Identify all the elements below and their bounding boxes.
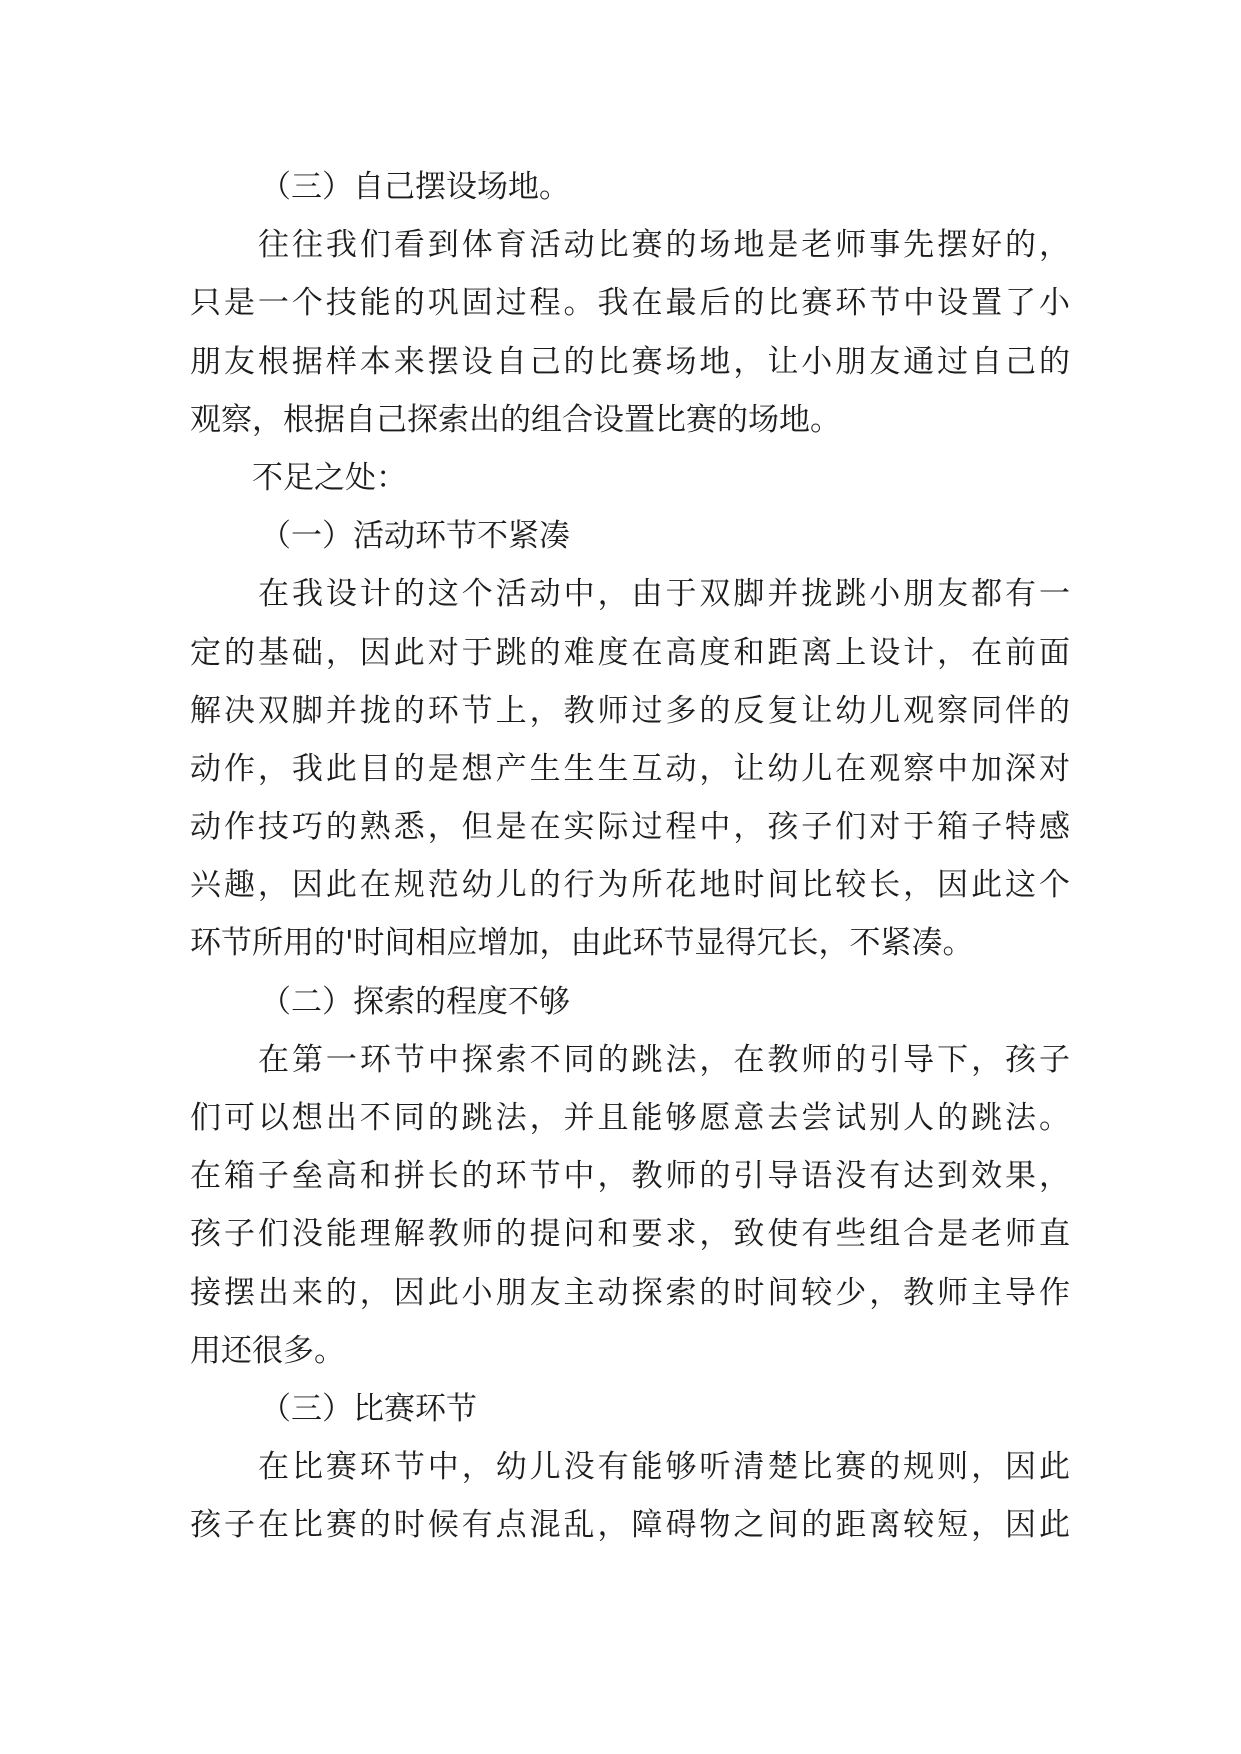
paragraph-line: 用还很多。 — [190, 1332, 345, 1369]
subsection-heading: （二）探索的程度不够 — [260, 983, 570, 1020]
paragraph-line: 孩子在比赛的时候有点混乱，障碍物之间的距离较短，因此 — [190, 1507, 1070, 1544]
paragraph-line: 往往我们看到体育活动比赛的场地是老师事先摆好的， — [258, 227, 1070, 264]
paragraph-line: 们可以想出不同的跳法，并且能够愿意去尝试别人的跳法。 — [190, 1100, 1070, 1136]
subsection-heading: （三）比赛环节 — [260, 1390, 477, 1427]
paragraph-line: 解决双脚并拢的环节上，教师过多的反复让幼儿观察同伴的 — [190, 692, 1070, 729]
paragraph-line: 动作技巧的熟悉，但是在实际过程中，孩子们对于箱子特感 — [190, 809, 1070, 846]
paragraph-line: 环节所用的'时间相应增加，由此环节显得冗长，不紧凑。 — [190, 925, 974, 962]
paragraph-line: 朋友根据样本来摆设自己的比赛场地，让小朋友通过自己的 — [190, 343, 1070, 380]
paragraph-line: 在比赛环节中，幼儿没有能够听清楚比赛的规则，因此 — [258, 1449, 1070, 1486]
section-heading: （三）自己摆设场地。 — [260, 169, 570, 205]
paragraph-line: 观察，根据自己探索出的组合设置比赛的场地。 — [190, 401, 841, 438]
paragraph-line: 只是一个技能的巩固过程。我在最后的比赛环节中设置了小 — [190, 285, 1070, 322]
paragraph-line: 孩子们没能理解教师的提问和要求，致使有些组合是老师直 — [190, 1216, 1070, 1253]
paragraph-line: 兴趣，因此在规范幼儿的行为所花地时间比较长，因此这个 — [190, 867, 1070, 904]
paragraph-line: 动作，我此目的是想产生生生互动，让幼儿在观察中加深对 — [190, 750, 1070, 787]
paragraph-line: 在我设计的这个活动中，由于双脚并拢跳小朋友都有一 — [258, 576, 1070, 613]
paragraph-line: 接摆出来的，因此小朋友主动探索的时间较少，教师主导作 — [190, 1274, 1070, 1311]
paragraph-line: 在箱子垒高和拼长的环节中，教师的引导语没有达到效果， — [190, 1158, 1070, 1195]
document-body — [190, 158, 1070, 1555]
paragraph-line: 在第一环节中探索不同的跳法，在教师的引导下，孩子 — [258, 1041, 1070, 1078]
shortcomings-heading: 不足之处： — [252, 459, 407, 496]
paragraph-line: 定的基础，因此对于跳的难度在高度和距离上设计，在前面 — [190, 634, 1070, 671]
subsection-heading: （一）活动环节不紧凑 — [260, 518, 570, 555]
